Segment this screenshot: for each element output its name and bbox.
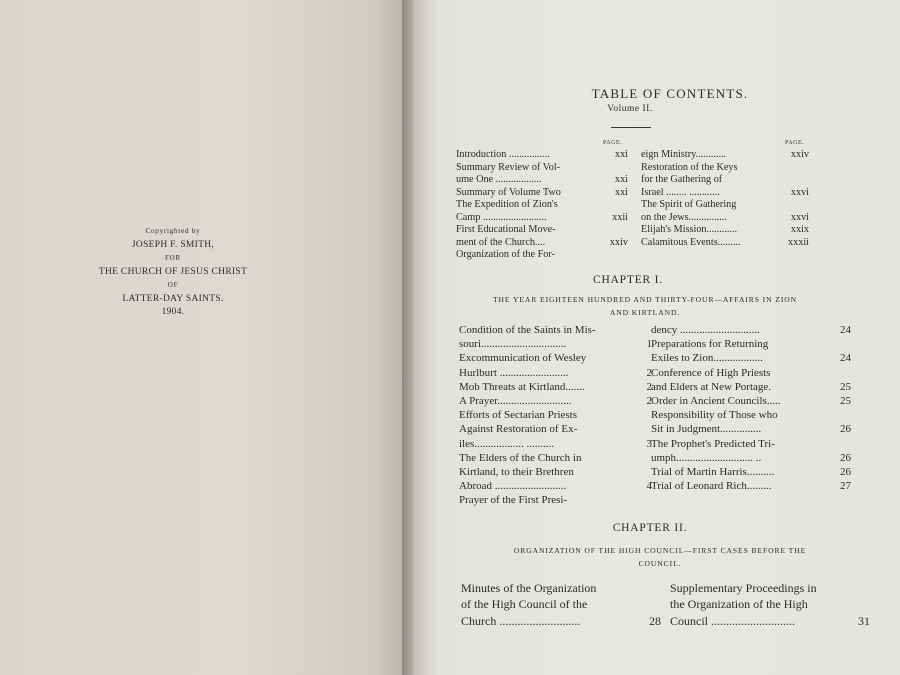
toc-entry-page: 26	[840, 465, 851, 478]
toc-entry	[651, 337, 851, 351]
toc-entry-page: 1	[646, 338, 652, 351]
toc-entry	[459, 380, 652, 394]
chapter-1-subtitle	[455, 293, 835, 319]
toc-entry-title: Restoration of the Keys	[641, 161, 738, 173]
toc-entry	[456, 224, 628, 237]
toc-entry-page: 2	[646, 366, 652, 379]
toc-entry	[459, 493, 652, 507]
toc-entry-title: umph............................ ..	[651, 451, 762, 464]
chapter-2-heading: CHAPTER II.	[612, 522, 688, 534]
toc-entry	[459, 465, 652, 479]
toc-entry-title: Camp .........................	[456, 211, 547, 223]
toc-entry-title: Minutes of the Organization	[461, 581, 597, 595]
copyright-line-5: OF	[167, 281, 179, 289]
toc-entry-title: souri...............................	[459, 338, 567, 351]
toc-entry-title: Hurlburt .........................	[459, 366, 569, 379]
toc-entry-title: on the Jews...............	[641, 211, 727, 223]
toc-entry-page	[598, 249, 628, 262]
toc-entry-title: Mob Threats at Kirtland.......	[459, 380, 585, 393]
toc-entry	[651, 366, 851, 380]
toc-entry-title: Summary Review of Vol-	[456, 161, 561, 173]
toc-entry	[651, 380, 851, 394]
toc-entry-title: Order in Ancient Councils.....	[651, 394, 781, 407]
toc-entry-page: xxiv	[790, 149, 809, 160]
toc-entry	[459, 408, 652, 422]
toc-entry	[459, 323, 652, 337]
toc-entry-page	[829, 408, 851, 422]
toc-entry-page: xxi	[614, 174, 628, 185]
toc-entry	[461, 580, 661, 596]
title-rule	[611, 127, 651, 128]
chapter-2-subtitle-line-1: ORGANIZATION OF THE HIGH COUNCIL—FIRST CASES BEFORE THE	[513, 546, 807, 555]
copyright-notice	[60, 225, 286, 320]
toc-entry-page	[829, 366, 851, 380]
toc-entry-title: Introduction ................	[456, 149, 550, 160]
toc-entry-page: 25	[840, 380, 851, 393]
toc-entry-title: Church ...........................	[461, 613, 581, 628]
toc-entry-page	[779, 199, 809, 212]
toc-entry-page	[598, 224, 628, 237]
toc-entry-title: Summary of Volume Two	[456, 186, 561, 198]
chapter-2-left-column	[461, 580, 661, 629]
toc-entry	[456, 249, 628, 262]
copyright-line-3: FOR	[164, 254, 182, 262]
toc-entry	[456, 237, 628, 250]
toc-entry	[459, 422, 652, 436]
toc-entry-title: eign Ministry............	[641, 149, 727, 160]
toc-entry	[459, 351, 652, 365]
toc-entry-page: xxix	[790, 224, 809, 235]
chapter-2-right-column	[670, 580, 870, 629]
copyright-year: 1904.	[161, 307, 185, 317]
toc-entry-page	[779, 162, 809, 175]
toc-entry-title: A Prayer...........................	[459, 394, 572, 407]
toc-entry-title: The Prophet's Predicted Tri-	[651, 437, 775, 450]
toc-entry-title: of the High Council of the	[461, 597, 588, 612]
toc-entry-title: Responsibility of Those who	[651, 409, 778, 422]
toc-right-column	[641, 149, 809, 249]
toc-entry-title: Sit in Judgment...............	[651, 423, 762, 436]
toc-entry	[459, 451, 652, 465]
toc-entry-page	[632, 323, 652, 337]
toc-entry-page: 3	[646, 437, 652, 450]
toc-entry-page	[598, 162, 628, 175]
toc-entry-page: xxvi	[790, 186, 809, 198]
toc-entry-page	[632, 451, 652, 465]
toc-entry	[461, 596, 661, 612]
toc-entry-title: Preparations for Returning	[651, 338, 769, 351]
toc-entry-page: 26	[840, 451, 851, 464]
toc-entry-title: Condition of the Saints in Mis-	[459, 324, 596, 336]
chapter-1-subtitle-line-2: AND KIRTLAND.	[609, 308, 681, 317]
toc-entry-title: Trial of Martin Harris..........	[651, 465, 775, 478]
toc-entry-title: the Organization of the High	[670, 597, 808, 612]
toc-entry-page: 4	[646, 480, 652, 493]
toc-entry	[459, 366, 652, 380]
toc-entry-page	[598, 199, 628, 212]
toc-entry-page: 2	[646, 380, 652, 393]
toc-entry	[459, 437, 652, 451]
toc-entry-title: Abroad ..........................	[459, 480, 567, 493]
volume-label: Volume II.	[607, 104, 653, 114]
toc-entry-title: Conference of High Priests	[651, 366, 771, 379]
toc-entry-title: Efforts of Sectarian Priests	[459, 409, 578, 422]
toc-entry	[651, 465, 851, 479]
toc-entry-title: Excommunication of Wesley	[459, 352, 587, 365]
toc-entry-page: xxxii	[788, 236, 809, 248]
toc-entry-title: The Spirit of Gathering	[641, 199, 737, 210]
left-page	[0, 0, 408, 675]
toc-entry-title: Exiles to Zion..................	[651, 352, 763, 365]
toc-entry	[456, 174, 628, 187]
chapter-2-subtitle-line-2: COUNCIL.	[638, 559, 682, 568]
toc-entry-title: Kirtland, to their Brethren	[459, 465, 574, 478]
book-gutter	[402, 0, 414, 675]
toc-entry-page: 28	[649, 613, 661, 628]
toc-entry	[651, 351, 851, 365]
toc-entry-title: for the Gathering of	[641, 174, 723, 185]
toc-entry-page: xxi	[614, 186, 628, 198]
toc-entry-page	[632, 465, 652, 479]
toc-entry	[641, 199, 809, 212]
copyright-line-6: LATTER-DAY SAINTS.	[122, 293, 224, 304]
toc-entry	[456, 162, 628, 175]
toc-entry-page	[779, 174, 809, 187]
toc-entry	[670, 596, 870, 612]
toc-entry	[651, 479, 851, 493]
toc-entry-title: Israel ........ ............	[641, 186, 720, 198]
toc-entry-title: iles.................. ..........	[459, 437, 555, 450]
toc-entry-page: 25	[840, 394, 851, 407]
toc-entry-title: Elijah's Mission............	[641, 224, 738, 235]
toc-entry-page	[632, 351, 652, 365]
toc-entry-title: The Elders of the Church in	[459, 451, 582, 464]
copyright-line-2: JOSEPH F. SMITH,	[131, 239, 215, 250]
toc-entry-title: Prayer of the First Presi-	[459, 494, 568, 507]
toc-entry-page: xxi	[614, 149, 628, 160]
toc-entry-page	[829, 437, 851, 451]
toc-entry-page	[848, 596, 870, 612]
toc-entry-page	[639, 580, 661, 596]
toc-entry-page: xxiv	[609, 236, 628, 248]
toc-entry-title: Council ............................	[670, 613, 795, 628]
toc-entry-title: ume One ..................	[456, 174, 542, 185]
toc-entry-title: First Educational Move-	[456, 224, 556, 235]
toc-entry-page: 27	[840, 480, 851, 493]
toc-entry	[456, 149, 628, 162]
toc-entry	[651, 422, 851, 436]
toc-entry-page	[829, 337, 851, 351]
toc-entry	[459, 479, 652, 493]
toc-entry-title: Against Restoration of Ex-	[459, 423, 578, 436]
toc-entry	[641, 162, 809, 175]
toc-entry	[459, 337, 652, 351]
toc-entry	[651, 323, 851, 337]
toc-entry-page: xxvi	[790, 211, 809, 223]
toc-entry	[651, 408, 851, 422]
page-column-header: PAGE.	[603, 140, 623, 146]
toc-entry	[651, 394, 851, 408]
toc-entry-title: The Expedition of Zion's	[456, 199, 558, 210]
toc-entry-title: Organization of the For-	[456, 249, 555, 260]
toc-entry-title: and Elders at New Portage.	[651, 380, 772, 393]
toc-entry-title: ment of the Church....	[456, 236, 546, 248]
toc-entry	[641, 187, 809, 200]
toc-entry-page	[848, 580, 870, 596]
chapter-1-heading: CHAPTER I.	[593, 274, 663, 286]
toc-entry-page: xxii	[612, 211, 628, 223]
toc-entry-title: dency .............................	[651, 324, 760, 336]
toc-entry	[670, 580, 870, 596]
toc-entry	[670, 613, 870, 629]
toc-entry	[461, 613, 661, 629]
toc-entry-page: 24	[840, 324, 851, 336]
copyright-line-4: THE CHURCH OF JESUS CHRIST	[98, 266, 248, 277]
toc-entry-page	[632, 422, 652, 436]
toc-entry	[459, 394, 652, 408]
chapter-1-right-column	[651, 323, 851, 493]
toc-entry-page	[639, 596, 661, 612]
toc-entry-title: Calamitous Events.........	[641, 236, 741, 248]
chapter-1-left-column	[459, 323, 652, 507]
toc-entry-page: 24	[840, 352, 851, 365]
toc-entry	[641, 149, 809, 162]
toc-entry	[641, 212, 809, 225]
page-title: TABLE OF CONTENTS.	[591, 86, 749, 101]
toc-entry	[641, 237, 809, 250]
page-column-header: PAGE.	[785, 140, 805, 146]
copyright-line-1: Copyrighted by	[145, 227, 201, 235]
toc-entry-page	[632, 493, 652, 507]
toc-entry	[456, 199, 628, 212]
toc-entry	[456, 187, 628, 200]
toc-entry	[651, 437, 851, 451]
toc-entry	[456, 212, 628, 225]
toc-entry-page: 2	[646, 394, 652, 407]
toc-entry	[641, 224, 809, 237]
toc-entry	[651, 451, 851, 465]
chapter-2-subtitle	[465, 544, 855, 570]
toc-entry-page	[632, 408, 652, 422]
toc-entry	[641, 174, 809, 187]
toc-entry-page: 31	[858, 613, 870, 628]
toc-entry-title: Trial of Leonard Rich.........	[651, 480, 772, 493]
toc-entry-title: Supplementary Proceedings in	[670, 581, 817, 595]
toc-entry-page: 26	[840, 423, 851, 436]
chapter-1-subtitle-line-1: THE YEAR EIGHTEEN HUNDRED AND THIRTY-FOUR—AFFAIRS IN ZION	[492, 295, 798, 304]
toc-left-column	[456, 149, 628, 262]
